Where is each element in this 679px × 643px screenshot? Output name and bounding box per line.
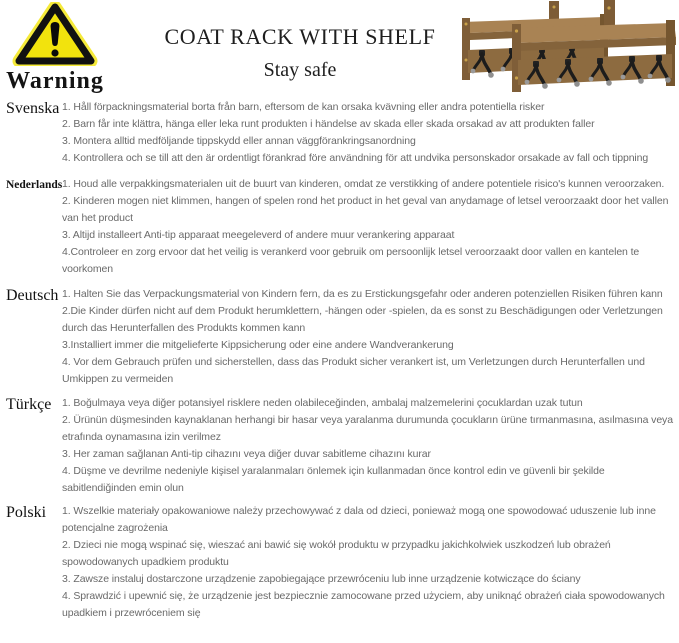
section-deutsch [6,286,675,388]
instruction-item: 1. Håll förpackningsmaterial borta från barn, eftersom de kan orsaka kvävning eller andra potentiella risker [62,101,545,113]
warning-label: Warning [6,68,104,94]
language-label: Svenska [6,100,60,117]
coat-rack-front [512,0,676,92]
instruction-item: 2. Ürünün düşmesinden kaynaklanan herhangi bir hasar veya yaralanma durumunda çocukların ürüne tırmanmasına, asılmasına veya etrafında oynamasına izin verilmez [62,414,673,443]
instruction-item: 2. Kinderen mogen niet klimmen, hangen of spelen rond het product in het geval van anydamage of letsel veroorzaakt door het vallen van het product [62,195,669,224]
header [0,0,679,96]
language-sections [0,96,679,622]
section-nederlands [6,176,675,278]
instruction-item: 3. Her zaman sağlanan Anti-tip cihazını veya diğer duvar sabitleme cihazını kurar [62,448,431,460]
instruction-item: 4. Vor dem Gebrauch prüfen und sicherstellen, dass das Produkt sicher verankert ist, um Verletzungen durch Herunterfallen und Umkippen zu vermeiden [62,356,645,385]
instruction-item: 4. Düşme ve devrilme nedeniyle kişisel yaralanmaları önlemek için kullanmadan önce kontrol edin ve güvenli bir şekilde sabitlendiğinden emin olun [62,465,605,494]
instruction-item: 2.Die Kinder dürfen nicht auf dem Produkt herumklettern, -hängen oder -spielen, da es sonst zu Beschädigungen oder Verletzungen durch das Herunterfallen des Produkts kommen kann [62,305,663,334]
instruction-item: 3. Zawsze instaluj dostarczone urządzenie zapobiegające przewróceniu lub inne urządzenie kotwiczące do ściany [62,573,581,585]
instruction-list [62,395,675,497]
language-label: Deutsch [6,287,59,304]
instruction-item: 1. Houd alle verpakkingsmaterialen uit de buurt van kinderen, omdat ze verstikking of andere potentiele risico's kunnen veroorzaken. [62,178,665,190]
instruction-item: 1. Halten Sie das Verpackungsmaterial von Kindern fern, da es zu Erstickungsgefahr oder anderen potenziellen Risiken führen kann [62,288,663,300]
instruction-item: 2. Dzieci nie mogą wspinać się, wieszać ani bawić się wokół produktu w przypadku jakichkolwiek uszkodzeń lub obrażeń spowodowanych upadkiem produktu [62,539,611,568]
instruction-list [62,99,675,167]
instruction-list [62,176,675,278]
instruction-item: 1. Boğulmaya veya diğer potansiyel risklere neden olabileceğinden, ambalaj malzemelerini çocuklardan uzak tutun [62,397,583,409]
title-block [118,24,482,82]
instruction-item: 4. Kontrollera och se till att den är ordentligt förankrad före användning för att undvika personskador orsakade av fall och tippning [62,152,649,164]
instruction-item: 2. Barn får inte klättra, hänga eller leka runt produkten i händelse av skada eller skada orsakad av att produkten faller [62,118,595,130]
instruction-list [62,503,675,622]
section-svenska [6,99,675,167]
instruction-item: 3. Altijd installeert Anti-tip apparaat meegeleverd of andere muur verankering apparaat [62,229,455,241]
instruction-item: 1. Wszelkie materiały opakowaniowe należy przechowywać z dala od dzieci, ponieważ mogą one spowodować uduszenie lub inne potencjalne zagrożenia [62,505,656,534]
language-label: Nederlands [6,179,63,191]
section-polski [6,503,675,622]
warning-block [2,2,108,95]
page-subtitle: Stay safe [263,59,337,81]
section-turkce [6,395,675,497]
instruction-item: 3. Montera alltid medföljande tippskydd eller annan väggförankringsanordning [62,135,416,147]
instruction-item: 4.Controleer en zorg ervoor dat het veilig is verankerd voor gebruik om persoonlijk letsel veroorzaakt door vallen en kantelen te voorkomen [62,246,640,275]
instruction-item: 3.Installiert immer die mitgelieferte Kippsicherung oder eine andere Wandverankerung [62,339,454,351]
language-label: Polski [6,504,47,521]
warning-triangle-icon [9,2,101,66]
instruction-list [62,286,675,388]
language-label: Türkçe [6,396,52,413]
instruction-item: 4. Sprawdzić i upewnić się, że urządzenie jest bezpiecznie zamocowane przed użyciem, aby uniknąć obrażeń ciała spowodowanych upadkiem i przewróceniem się [62,590,665,619]
page-title: COAT RACK WITH SHELF [164,24,436,49]
coat-rack-product-photo [454,0,678,95]
